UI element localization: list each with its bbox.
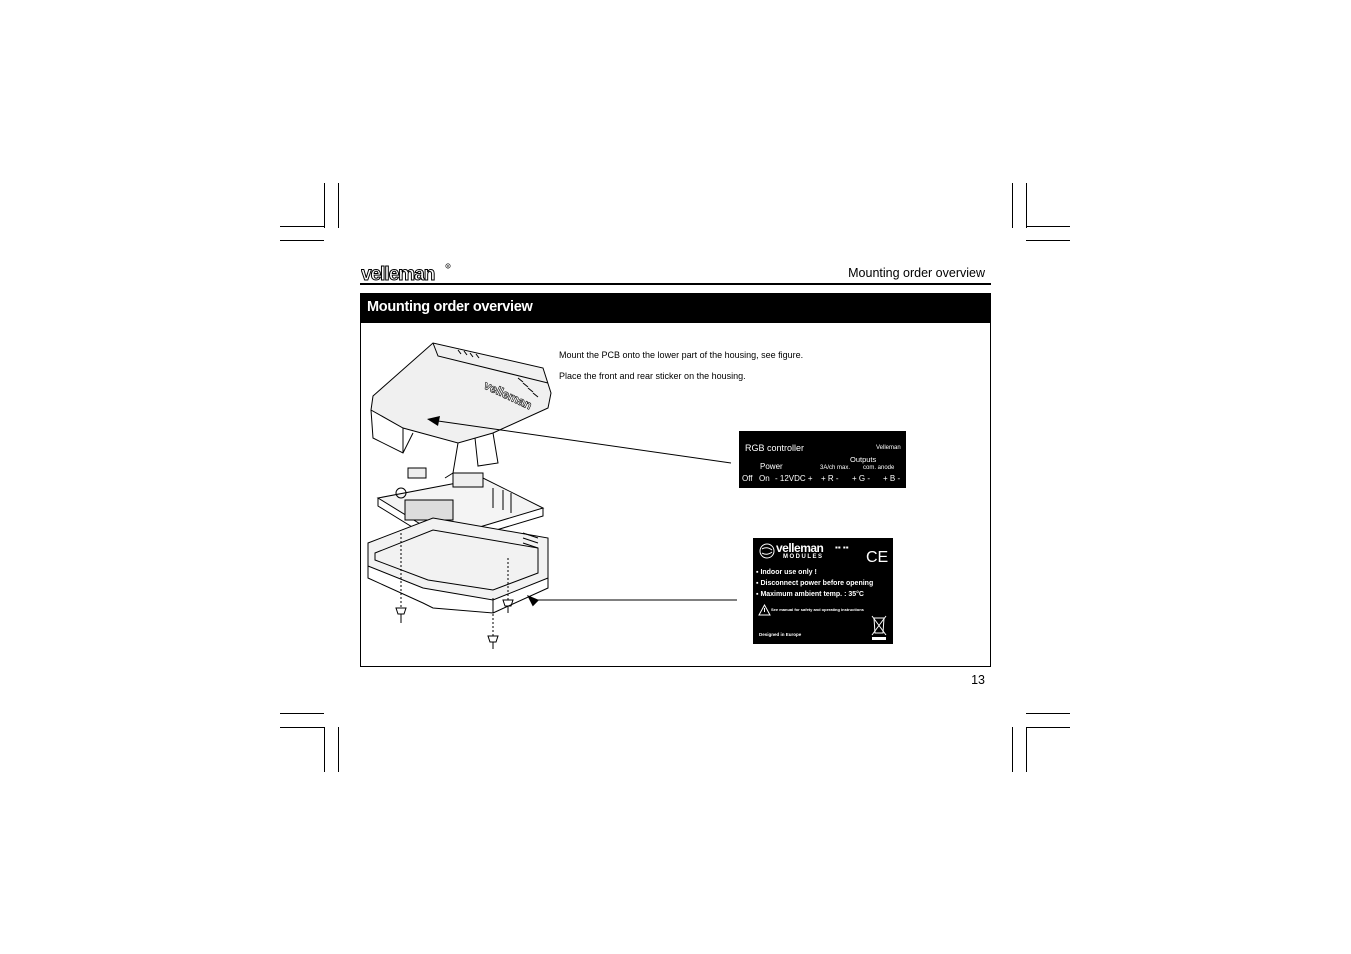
- crop-mark: [324, 727, 325, 772]
- page-number: 13: [971, 673, 985, 687]
- header-rule: [360, 283, 991, 285]
- warning-triangle-icon: [758, 604, 771, 616]
- warning-temperature: ▪ Maximum ambient temp. : 35°C: [756, 591, 864, 598]
- crop-mark: [280, 713, 324, 714]
- crop-mark: [338, 183, 339, 228]
- weee-bin-icon: [871, 613, 887, 641]
- manual-note: See manual for safety and operating instructions: [771, 607, 864, 612]
- front-sticker-voltage: - 12VDC +: [775, 474, 813, 483]
- crop-mark: [280, 240, 324, 241]
- front-sticker-power-label: Power: [760, 462, 783, 471]
- rear-sticker-subbrand: MODULES: [783, 554, 824, 560]
- front-sticker-off: Off: [742, 474, 753, 483]
- front-sticker-on: On: [759, 474, 770, 483]
- crop-mark: [1012, 727, 1013, 772]
- warning-indoor: ▪ Indoor use only !: [756, 569, 817, 576]
- front-sticker-rating: 3A/ch max.: [820, 465, 851, 471]
- section-title: Mounting order overview: [367, 299, 533, 315]
- rear-sticker: [753, 538, 893, 644]
- front-sticker-red: + R -: [821, 474, 839, 483]
- rear-sticker-origin: Designed in Europe: [759, 632, 802, 637]
- rear-sticker-brand: velleman: [776, 541, 824, 555]
- header-title: Mounting order overview: [848, 266, 985, 280]
- front-sticker-green: + G -: [852, 474, 871, 483]
- crop-mark: [338, 727, 339, 772]
- crop-mark: [1026, 183, 1027, 228]
- ce-mark: CE: [866, 549, 889, 566]
- velleman-logo: [361, 263, 453, 283]
- front-sticker-anode: com. anode: [863, 465, 895, 471]
- warning-disconnect: ▪ Disconnect power before opening: [756, 580, 874, 587]
- housing-exploded-illustration: [363, 338, 563, 653]
- crop-mark: [1012, 183, 1013, 228]
- crop-mark: [280, 226, 324, 227]
- crop-mark: [1026, 226, 1070, 227]
- crop-mark: [324, 183, 325, 228]
- front-sticker-blue: + B -: [883, 474, 901, 483]
- instruction-place-stickers: Place the front and rear sticker on the housing.: [559, 371, 746, 381]
- crop-mark: [280, 727, 324, 728]
- crop-mark: [1026, 727, 1027, 772]
- front-sticker-outputs-label: Outputs: [850, 455, 877, 464]
- instruction-mount-pcb: Mount the PCB onto the lower part of the housing, see figure.: [559, 350, 804, 360]
- svg-text:velleman: velleman: [361, 264, 435, 283]
- svg-text:R: R: [446, 264, 450, 269]
- front-sticker-brand: Velleman: [876, 445, 901, 451]
- globe-icon: [759, 543, 775, 559]
- section-title-bar: [360, 293, 991, 323]
- front-sticker-title: RGB controller: [745, 443, 805, 453]
- svg-text:velleman: velleman: [481, 378, 535, 413]
- crop-mark: [1026, 240, 1070, 241]
- crop-mark: [1026, 727, 1070, 728]
- front-sticker: [739, 431, 906, 488]
- dots-decoration-icon: ▪▪ ▪▪: [835, 543, 849, 552]
- crop-mark: [1026, 713, 1070, 714]
